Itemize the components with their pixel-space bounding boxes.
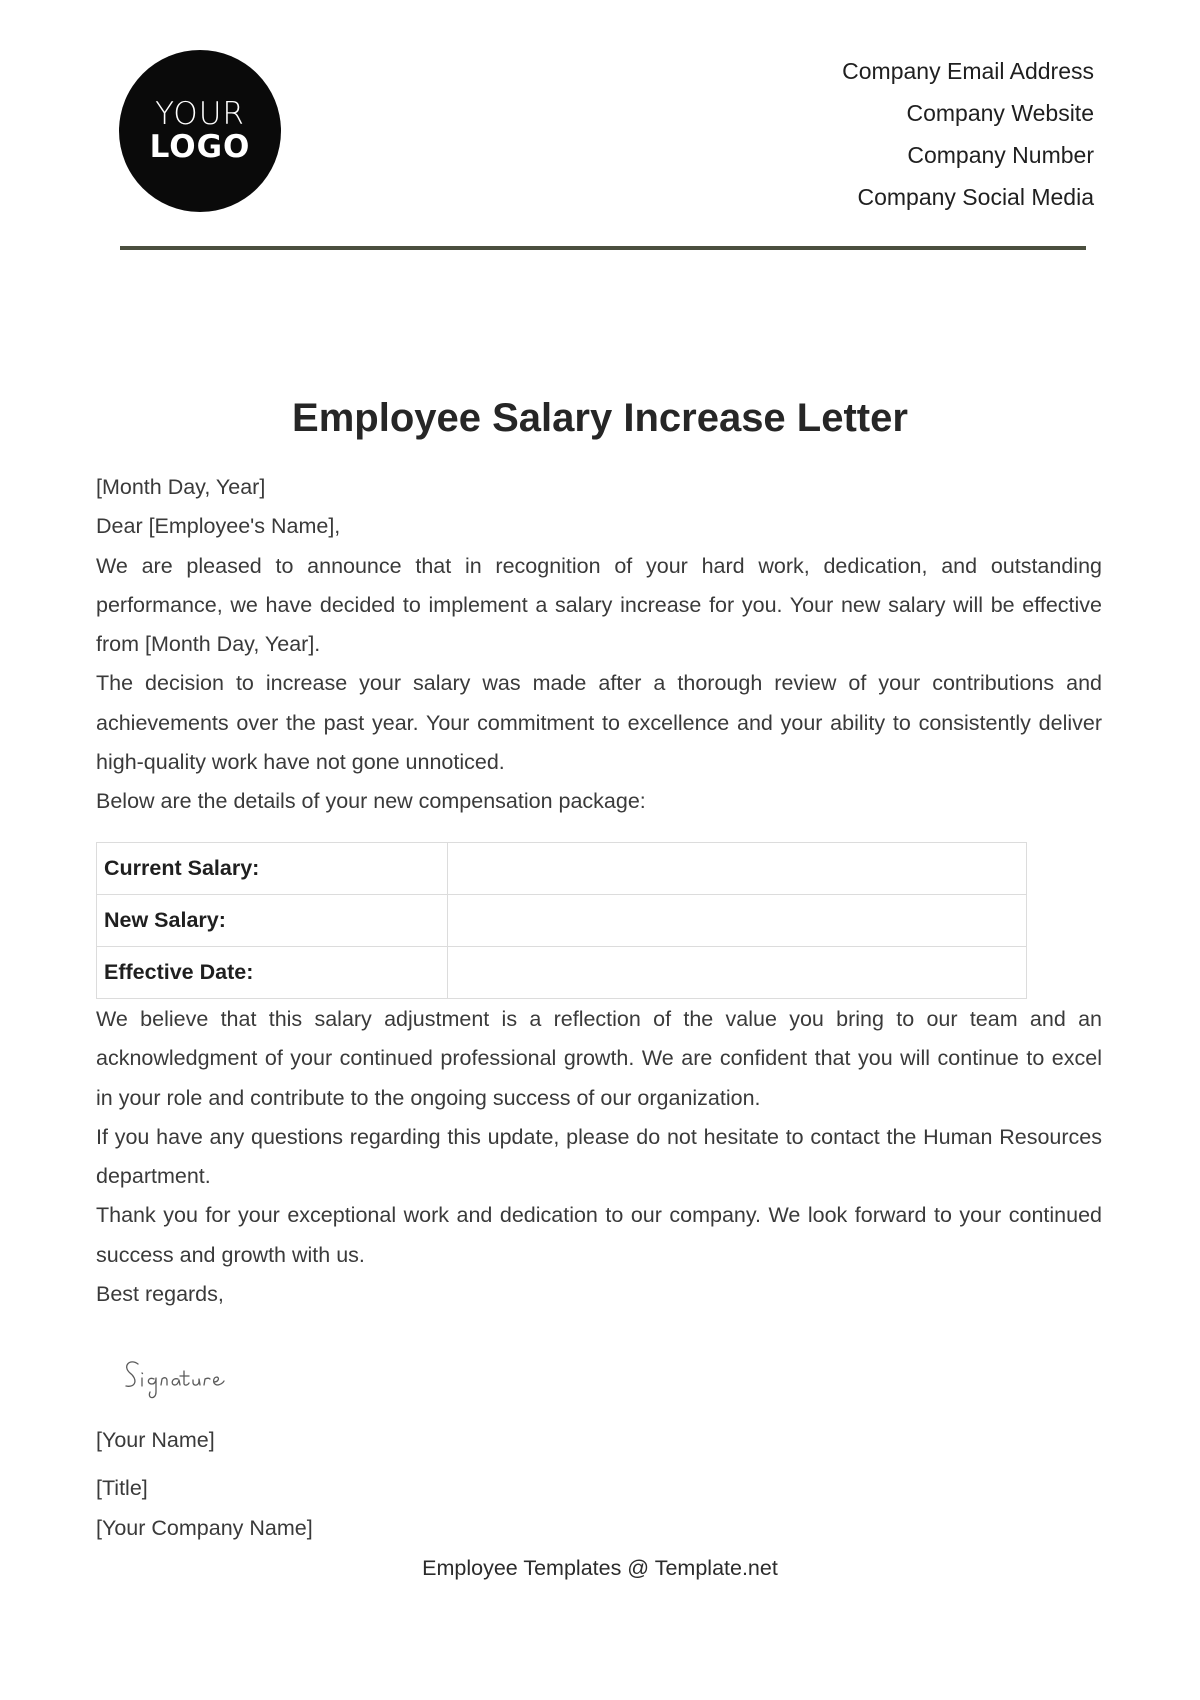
table-cell-label: Current Salary: xyxy=(97,843,448,895)
letter-paragraph-6: Thank you for your exceptional work and dedication to our company. We look forward to your continued success and growth with us. xyxy=(96,1203,1102,1267)
company-contact-block xyxy=(842,50,1094,218)
logo-line-2: LOGO xyxy=(149,129,251,165)
letter-greeting: Dear [Employee's Name], xyxy=(96,514,341,539)
company-website: Company Website xyxy=(906,100,1094,126)
letter-sign-off: Best regards, xyxy=(96,1282,224,1307)
sender-company: [Your Company Name] xyxy=(96,1516,313,1540)
table-cell-value xyxy=(448,895,1027,947)
table-cell-label: Effective Date: xyxy=(97,947,448,999)
sender-name: [Your Name] xyxy=(96,1428,215,1452)
letter-paragraph-1: We are pleased to announce that in recognition of your hard work, dedication, and outstanding performance, we have decided to implement a salary increase for you. Your new salary will be effective from [Month Day, Year]. xyxy=(96,553,1102,657)
company-logo xyxy=(119,50,281,212)
table-row xyxy=(97,947,1027,999)
logo-line-1: YOUR xyxy=(155,96,245,133)
company-number: Company Number xyxy=(907,142,1094,168)
letter-paragraph-5: If you have any questions regarding this update, please do not hesitate to contact the Human Resources department. xyxy=(96,1124,1102,1189)
header-divider xyxy=(120,246,1086,250)
letter-paragraph-3: Below are the details of your new compensation package: xyxy=(96,789,646,814)
table-cell-label: New Salary: xyxy=(97,895,448,947)
table-cell-value xyxy=(448,947,1027,999)
compensation-table xyxy=(96,842,1027,999)
letter-date: [Month Day, Year] xyxy=(96,475,266,499)
sender-title: [Title] xyxy=(96,1476,148,1500)
page-title: Employee Salary Increase Letter xyxy=(292,396,908,440)
table-cell-value xyxy=(448,843,1027,895)
letter-paragraph-2: The decision to increase your salary was made after a thorough review of your contributions and achievements over the past year. Your commitment to excellence and your ability to consistently deliver high-quality work have not gone unnoticed. xyxy=(96,671,1102,775)
letter-paragraph-4: We believe that this salary adjustment is a reflection of the value you bring to our team and an acknowledgment of your continued professional growth. We are confident that you will continue to excel in your role and contribute to the ongoing success of our organization. xyxy=(96,1007,1102,1110)
handwritten-signature xyxy=(120,1346,260,1406)
table-row xyxy=(97,843,1027,895)
letter-body-upper xyxy=(96,468,1102,822)
table-row xyxy=(97,895,1027,947)
letter-body-lower xyxy=(96,1000,1102,1314)
footer-credit: Employee Templates @ Template.net xyxy=(422,1556,778,1580)
company-email: Company Email Address xyxy=(842,58,1094,84)
company-social-media: Company Social Media xyxy=(857,184,1094,210)
